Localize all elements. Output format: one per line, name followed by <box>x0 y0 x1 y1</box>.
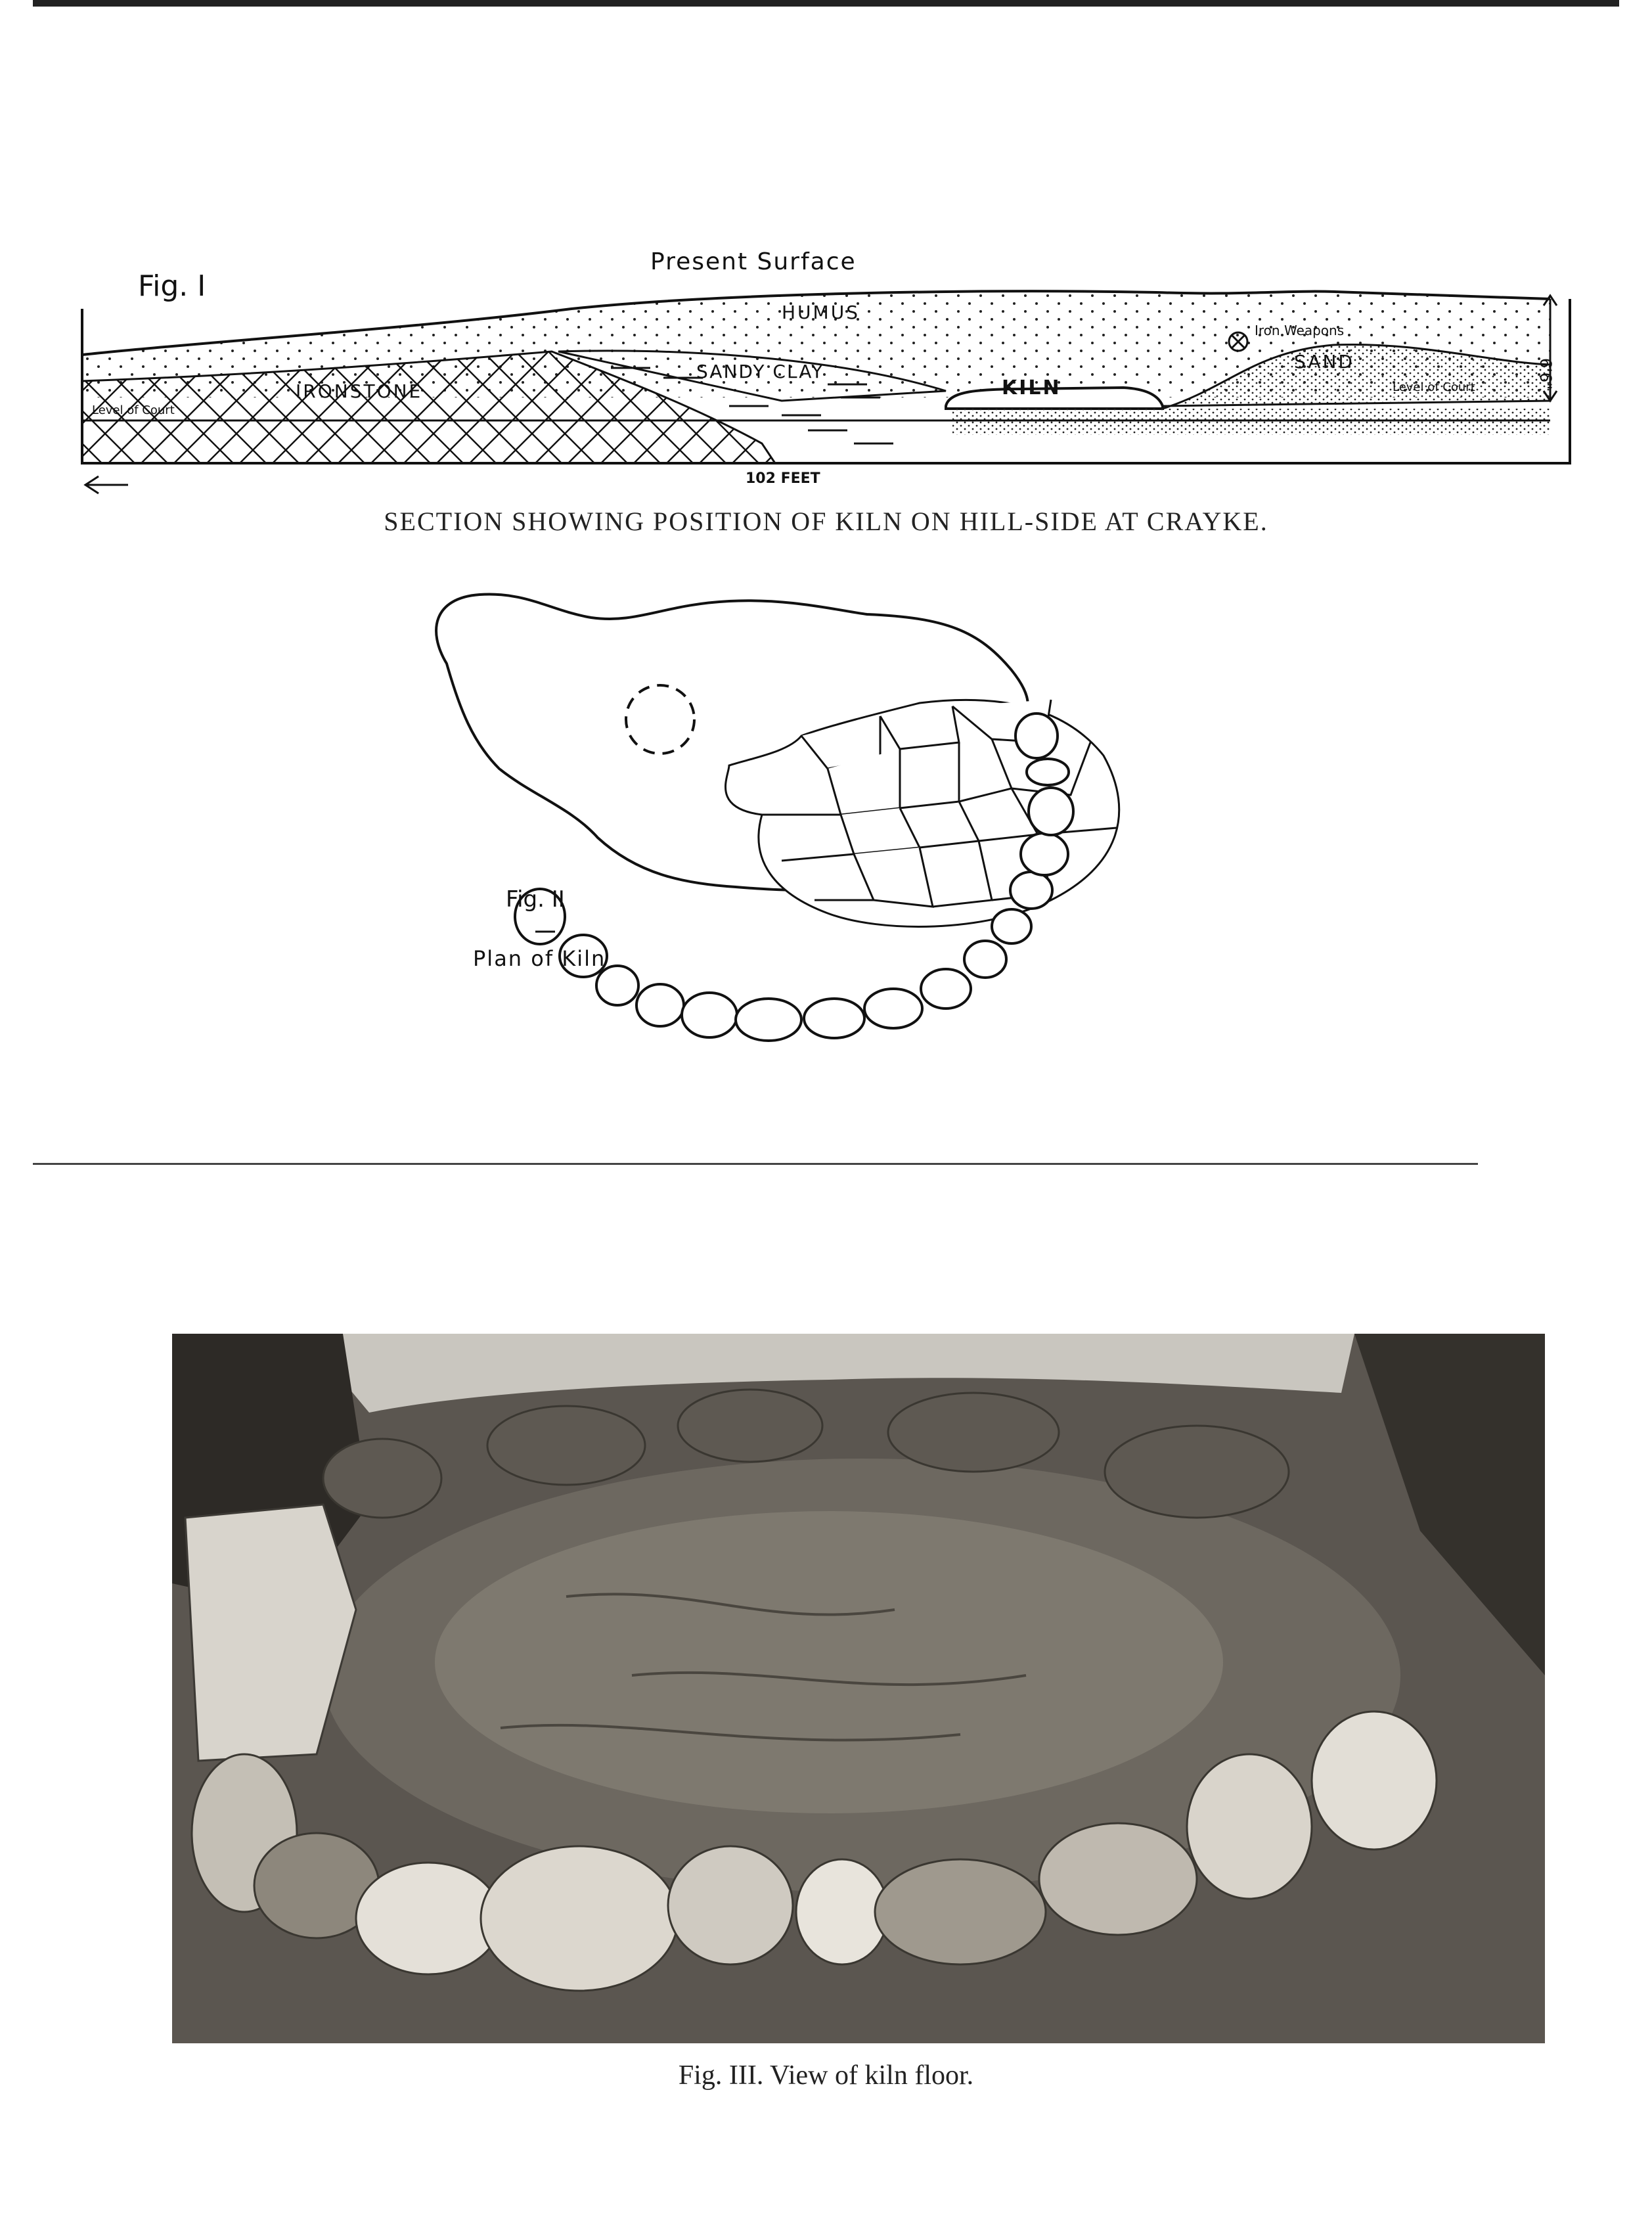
fig2-plan-drawing <box>420 578 1248 1051</box>
fig2-label: Fig. II <box>506 886 565 913</box>
fig3-kiln-floor-photo <box>172 1334 1545 2043</box>
direction-arrow <box>85 476 128 493</box>
present-surface-label: Present Surface <box>650 248 857 275</box>
iron-weapons-label: Iron Weapons <box>1255 323 1345 338</box>
humus-label: HUMUS <box>782 302 860 323</box>
fig1-section-drawing <box>72 237 1583 499</box>
sand-label: SAND <box>1294 351 1354 373</box>
height-label: 6'6" <box>1536 358 1555 390</box>
fig1-label: Fig. I <box>138 269 206 303</box>
ironstone-label: IRONSTONE <box>296 380 423 402</box>
fig3-caption: Fig. III. View of kiln floor. <box>678 2060 974 2091</box>
top-edge-rule <box>33 0 1619 7</box>
fig1-caption: SECTION SHOWING POSITION OF KILN ON HILL-SIDE AT CRAYKE. <box>384 507 1268 536</box>
length-label: 102 FEET <box>746 470 820 487</box>
level-of-court-right: Level of Court <box>1393 380 1475 394</box>
sandy-clay-label: SANDY CLAY <box>696 361 824 382</box>
level-of-court-left: Level of Court <box>92 403 175 417</box>
kiln-label: KILN <box>1002 376 1061 399</box>
page-fold-rule <box>33 1163 1478 1165</box>
plan-of-kiln-title: Plan of Kiln <box>473 946 606 971</box>
